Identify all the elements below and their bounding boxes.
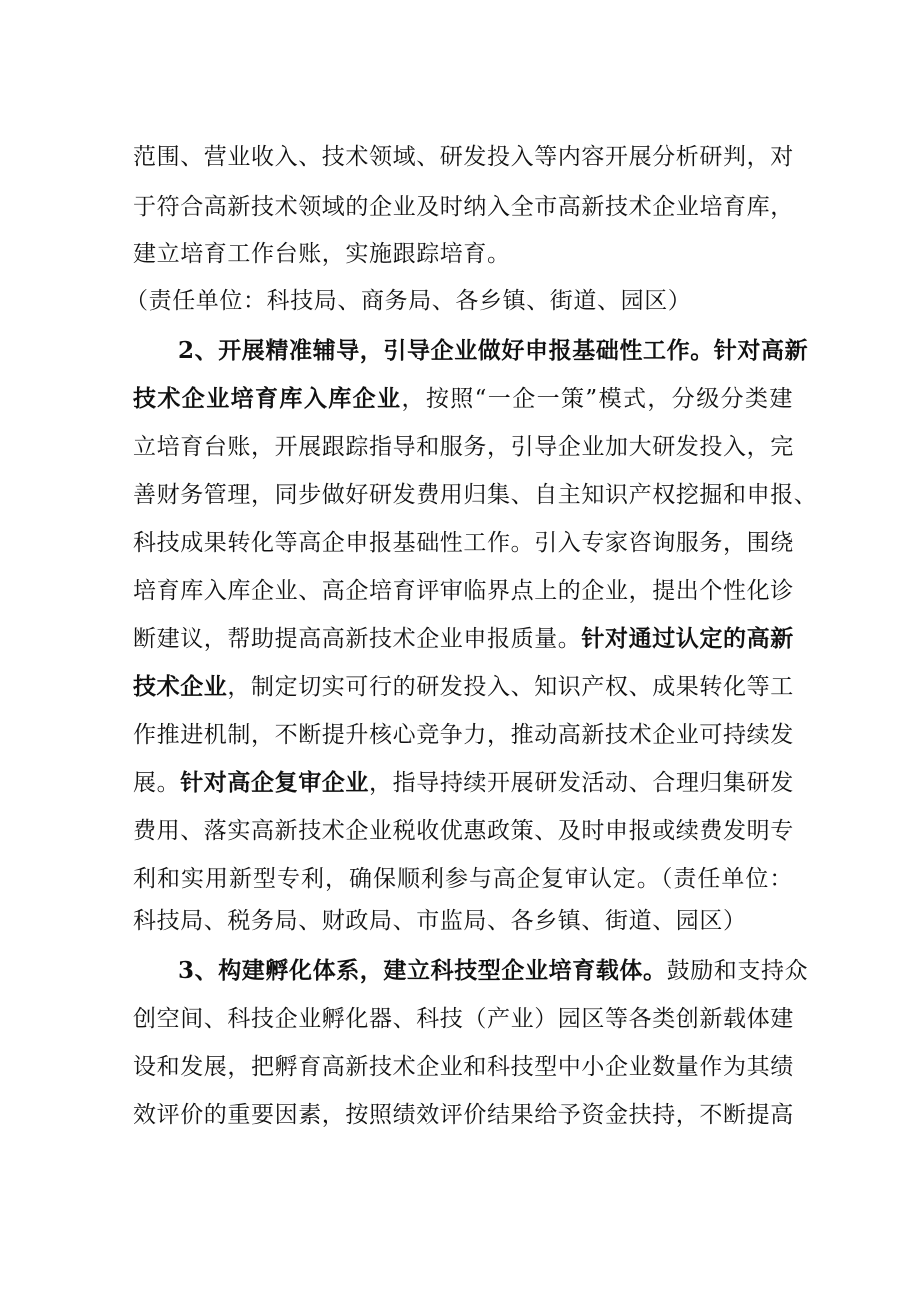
text-line [133,381,793,417]
text-line [133,573,793,609]
text-run: 于符合高新技术领域的企业及时纳入全市高新技术企业培育库， [133,194,794,220]
text-run: 立培育台账，开展跟踪指导和服务，引导企业加大研发投入，完 [133,434,794,460]
text-line [133,477,818,513]
text-line [133,139,793,175]
text-line [133,765,793,801]
text-run: （责任单位：科技局、商务局、各乡镇、街道、园区） [125,288,692,314]
text-run-bold: 技术企业培育库入库企业 [133,385,402,412]
text-line [133,525,793,561]
section-heading [178,333,809,369]
text-run: 断建议，帮助提高高新技术企业申报质量。 [133,626,582,652]
text-line [125,283,785,319]
text-run: 效评价的重要因素，按照绩效评价结果给予资金扶持，不断提高 [133,1102,794,1128]
text-run-bold: 针对通过认定的高新 [581,625,794,652]
text-line [133,1097,793,1133]
text-line [133,429,793,465]
text-line [133,1049,793,1085]
text-line [133,903,793,939]
text-run: 善财务管理，同步做好研发费用归集、自主知识产权挖掘和申报、 [133,482,818,508]
text-run: 利和实用新型专利，确保顺利参与高企复审认定。（责任单位： [133,866,793,892]
text-run: 费用、落实高新技术企业税收优惠政策、及时申报或续费发明专 [133,818,794,844]
text-line [133,669,793,705]
text-line [133,236,793,272]
text-run: 作推进机制，不断提升核心竞争力，推动高新技术企业可持续发 [133,722,794,748]
text-run-bold: 针对高企复审企业 [180,769,370,796]
text-run-bold: 2、开展精准辅导，引导企业做好申报基础性工作。针对高新 [178,337,809,364]
text-run-bold: 3、构建孵化体系，建立科技型企业培育载体。 [178,957,667,984]
text-run-bold: 技术企业 [133,673,228,700]
section-heading [178,953,809,989]
text-line [133,861,793,897]
text-run: 设和发展，把孵育高新技术企业和科技型中小企业数量作为其绩 [133,1054,794,1080]
text-run: 科技局、税务局、财政局、市监局、各乡镇、街道、园区） [133,908,747,934]
text-run: 建立培育工作台账，实施跟踪培育。 [133,241,511,267]
text-run: 培育库入库企业、高企培育评审临界点上的企业，提出个性化诊 [133,578,794,604]
text-run: 鼓励和支持众 [666,958,809,984]
text-run: ，按照“一企一策”模式，分级分类建 [401,386,793,412]
text-line [133,717,793,753]
text-run: 展。 [133,770,181,796]
text-line [133,813,793,849]
text-line [133,621,793,657]
text-run: ，制定切实可行的研发投入、知识产权、成果转化等工 [227,674,794,700]
text-run: 科技成果转化等高企申报基础性工作。引入专家咨询服务，围绕 [133,530,794,556]
text-run: 范围、营业收入、技术领域、研发投入等内容开展分析研判，对 [133,144,794,170]
text-line [133,189,793,225]
text-run: ，指导持续开展研发活动、合理归集研发 [369,770,794,796]
text-run: 创空间、科技企业孵化器、科技（产业）园区等各类创新载体建 [133,1006,794,1032]
text-line [133,1001,793,1037]
